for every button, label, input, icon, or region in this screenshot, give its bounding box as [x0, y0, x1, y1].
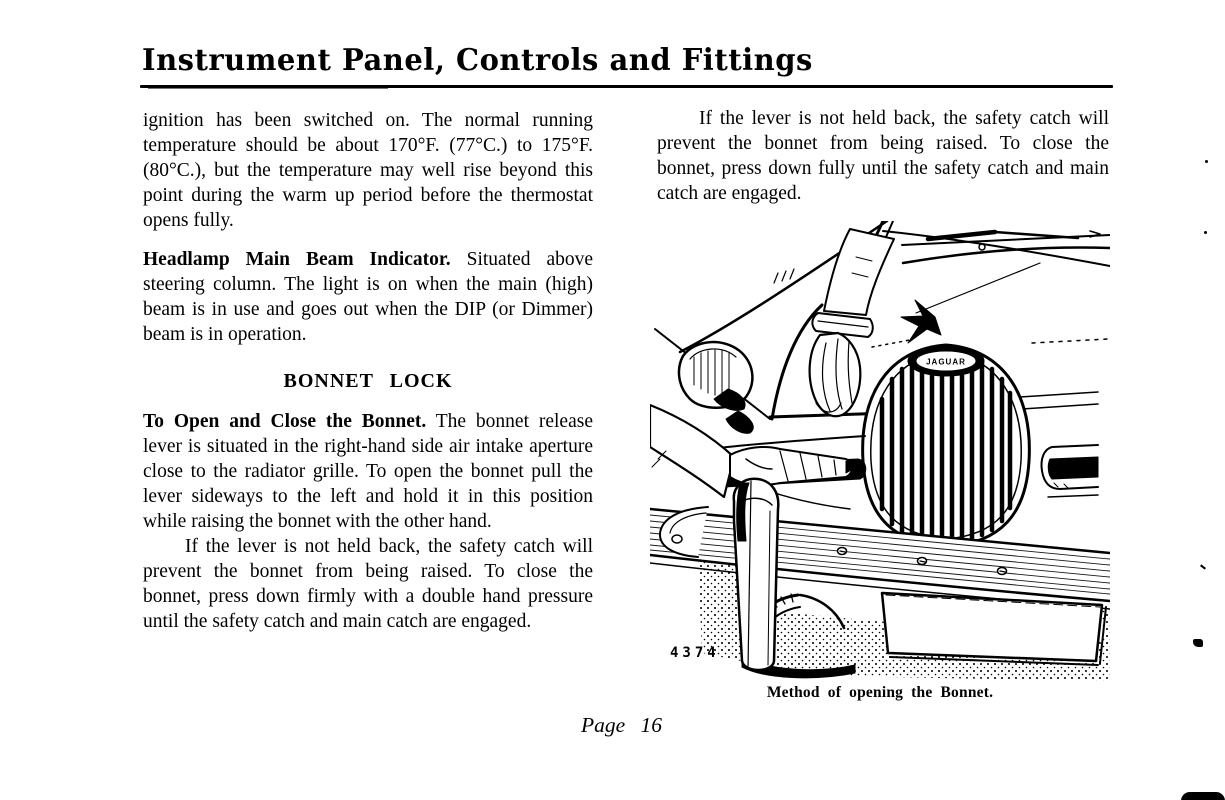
paragraph-safety-right-text: If the lever is not held back, the safety catch will prevent the bonnet from being raised. To close the bonnet, press down fully until the safety catch and main catch are engaged. [657, 108, 1109, 204]
paragraph-safety-left-text: If the lever is not held back, the safety catch will prevent the bonnet from being raised. To close the bonnet, press down firmly with a double hand pressure until the safety catch and main catch are engaged. [143, 536, 593, 632]
page-title: Instrument Panel, Controls and Fittings [142, 42, 813, 78]
grille-badge-text: JAGUAR [926, 357, 966, 367]
scan-speck [1205, 160, 1208, 163]
bonnet-opening-illustration [650, 221, 1110, 683]
number-plate [882, 593, 1106, 665]
headlamp-runin-heading: Headlamp Main Beam Indicator. [143, 249, 451, 270]
section-heading-bonnet-lock: BONNET LOCK [283, 370, 453, 392]
right-air-intake [1041, 445, 1098, 497]
left-column [143, 108, 593, 634]
scan-speck [1204, 231, 1207, 234]
figure-number: 4374 [670, 645, 720, 661]
grille-badge [908, 346, 984, 376]
open-close-runin-heading: To Open and Close the Bonnet. [143, 411, 427, 432]
page-number: Page 16 [580, 713, 663, 737]
scan-corner-mark [1181, 792, 1225, 800]
windscreen-and-wiper [863, 221, 1110, 267]
headlamp [679, 342, 753, 433]
paragraph-safety-right [657, 106, 1109, 206]
paragraph-headlamp [143, 247, 593, 347]
bumper-overrider [734, 479, 779, 670]
scan-speck [1193, 639, 1203, 647]
paragraph-ignition [143, 108, 593, 233]
radiator-grille [863, 345, 1030, 547]
paragraph-open-close [143, 409, 593, 534]
scan-speck [1200, 564, 1206, 569]
right-column [657, 106, 1109, 220]
paragraph-ignition-text: ignition has been switched on. The normal running temperature should be about 170°F. (77°C.) to 175°F. (80°C.), but the temperature may well rise beyond this point during the warm up period before the thermostat opens fully. [143, 110, 593, 231]
headlamp-text: Situated above steering column. The light is on when the main (high) beam is in use and goes out when the DIP (or Dimmer) beam is in operation. [143, 249, 593, 345]
header-rule [140, 85, 1113, 88]
paragraph-safety-left [143, 534, 593, 634]
bonnet-mascot-icon [901, 263, 1040, 343]
open-close-text: The bonnet release lever is situated in the right-hand side air intake aperture close to the radiator grille. To open the bonnet pull the lever sideways to the left and hold it in this position while raising the bonnet with the other hand. [143, 411, 593, 532]
figure-caption: Method of opening the Bonnet. [766, 684, 994, 701]
